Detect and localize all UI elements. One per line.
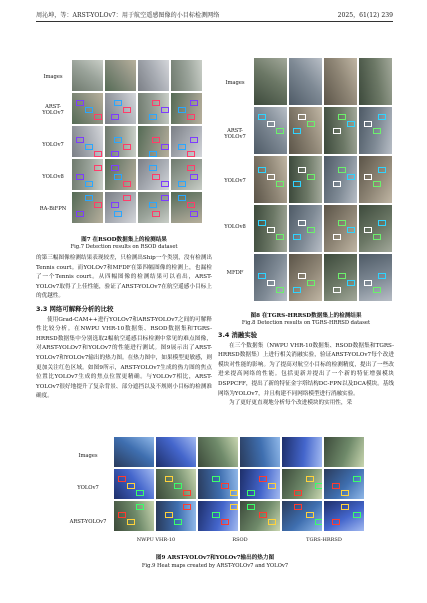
detection-box bbox=[123, 107, 131, 113]
detection-box bbox=[221, 483, 229, 489]
fig9-col-label: NWPU VHR-10 bbox=[136, 537, 176, 543]
result-image-tile bbox=[324, 254, 357, 301]
fig9-row-label: ARST-YOLOv7 bbox=[69, 519, 107, 525]
detection-box bbox=[306, 476, 314, 482]
result-image-tile bbox=[254, 107, 287, 154]
detection-box bbox=[212, 476, 220, 482]
fig7-caption-en: Fig.7 Detection results on RSOD dataset bbox=[70, 244, 178, 250]
detection-box bbox=[178, 144, 186, 150]
detection-box bbox=[267, 227, 275, 233]
result-image-tile bbox=[359, 254, 392, 301]
result-image-tile bbox=[324, 469, 364, 499]
fig8-row-label: ARST-YOLOv7 bbox=[224, 128, 246, 140]
result-image-tile bbox=[171, 159, 202, 190]
result-image-tile bbox=[282, 437, 322, 467]
detection-box bbox=[294, 504, 302, 510]
detection-box bbox=[94, 165, 102, 171]
detection-box bbox=[341, 504, 349, 510]
paragraph: 为了更好更直观地分析每个改进模块的实用性，采 bbox=[229, 400, 353, 407]
detection-box bbox=[333, 128, 341, 134]
result-image-tile bbox=[289, 205, 322, 252]
right-column bbox=[218, 328, 394, 409]
detection-box bbox=[149, 165, 157, 171]
detection-box bbox=[332, 519, 340, 525]
result-image-tile bbox=[240, 501, 280, 531]
detection-box bbox=[258, 114, 266, 120]
fig9-row-label: Images bbox=[78, 453, 98, 459]
fig8-row-label: YOLOv8 bbox=[224, 224, 246, 230]
detection-box bbox=[267, 121, 275, 127]
result-image-tile bbox=[324, 156, 357, 203]
detection-box bbox=[259, 512, 267, 518]
detection-box bbox=[111, 165, 119, 171]
result-image-tile bbox=[240, 469, 280, 499]
detection-box bbox=[85, 181, 93, 187]
section-heading: 3.4 消融实验 bbox=[218, 331, 258, 339]
result-image-tile bbox=[359, 58, 392, 105]
detection-box bbox=[76, 100, 84, 106]
result-image-tile bbox=[198, 469, 238, 499]
detection-box bbox=[298, 220, 306, 226]
detection-box bbox=[230, 490, 238, 496]
detection-box bbox=[190, 137, 198, 143]
detection-box bbox=[268, 483, 276, 489]
result-image-tile bbox=[254, 58, 287, 105]
detection-box bbox=[152, 137, 160, 143]
result-image-tile bbox=[105, 126, 136, 157]
detection-box bbox=[187, 114, 195, 120]
running-header-page: 2025，61(12) 239 bbox=[337, 12, 393, 19]
result-image-tile bbox=[72, 126, 103, 157]
result-image-tile bbox=[324, 58, 357, 105]
fig8-caption-en: Fig.8 Detection results on TGRS-HRRSD dataset bbox=[241, 320, 371, 326]
running-header-title: 周沁坤，等：ARST-YOLOv7：用于航空遥感图像的小目标检测网络 bbox=[36, 12, 220, 19]
detection-box bbox=[347, 227, 355, 233]
detection-box bbox=[149, 202, 157, 208]
detection-box bbox=[347, 280, 355, 286]
detection-box bbox=[298, 114, 306, 120]
result-image-tile bbox=[105, 60, 136, 91]
detection-box bbox=[338, 220, 346, 226]
detection-box bbox=[190, 211, 198, 217]
detection-box bbox=[315, 519, 322, 525]
detection-box bbox=[123, 144, 131, 150]
detection-box bbox=[293, 181, 301, 187]
detection-box bbox=[307, 227, 315, 233]
detection-box bbox=[221, 519, 229, 525]
detection-box bbox=[373, 128, 381, 134]
detection-box bbox=[174, 519, 182, 525]
detection-box bbox=[267, 174, 275, 180]
result-image-tile bbox=[359, 205, 392, 252]
fig9-caption-zh: 图9 ARST-YOLOv7和YOLOv7输出的热力图 bbox=[155, 555, 275, 561]
result-image-tile bbox=[254, 254, 287, 301]
detection-box bbox=[276, 234, 284, 240]
result-image-tile bbox=[105, 159, 136, 190]
section-heading: 3.3 网络可解释分析的比较 bbox=[36, 304, 114, 313]
detection-box bbox=[293, 128, 301, 134]
detection-box bbox=[373, 234, 381, 240]
detection-box bbox=[76, 211, 84, 217]
detection-box bbox=[152, 211, 160, 217]
detection-box bbox=[127, 519, 135, 525]
detection-box bbox=[294, 490, 302, 496]
header-rule bbox=[36, 21, 393, 22]
detection-box bbox=[190, 100, 198, 106]
detection-box bbox=[276, 287, 284, 293]
result-image-tile bbox=[240, 437, 280, 467]
detection-box bbox=[114, 174, 122, 180]
detection-box bbox=[338, 167, 346, 173]
detection-box bbox=[149, 151, 157, 157]
result-image-tile bbox=[114, 501, 154, 531]
detection-box bbox=[364, 227, 372, 233]
result-image-tile bbox=[254, 156, 287, 203]
detection-box bbox=[187, 165, 195, 171]
detection-box bbox=[111, 114, 119, 120]
detection-box bbox=[94, 114, 102, 120]
detection-box bbox=[307, 121, 315, 127]
detection-box bbox=[347, 174, 355, 180]
fig8-caption-zh: 图8 在TGRS-HRRSD数据集上的检测结果 bbox=[250, 313, 362, 319]
detection-box bbox=[149, 114, 157, 120]
result-image-tile bbox=[289, 58, 322, 105]
fig7-row-label: Images bbox=[43, 74, 63, 80]
result-image-tile bbox=[72, 60, 103, 91]
fig9-caption-en: Fig.9 Heat maps created by ARST-YOLOv7 and YOLOv7 bbox=[141, 563, 289, 569]
detection-box bbox=[247, 490, 255, 496]
figure-8 bbox=[218, 58, 394, 308]
fig7-row-label: RA-BiFPN bbox=[39, 206, 67, 212]
detection-box bbox=[353, 512, 361, 518]
result-image-tile bbox=[198, 437, 238, 467]
fig8-row-label: MFDF bbox=[226, 270, 244, 276]
detection-box bbox=[118, 512, 126, 518]
detection-box bbox=[94, 151, 102, 157]
detection-box bbox=[332, 483, 340, 489]
result-image-tile bbox=[138, 60, 169, 91]
result-image-tile bbox=[156, 437, 196, 467]
detection-box bbox=[258, 273, 266, 279]
detection-box bbox=[161, 107, 169, 113]
detection-box bbox=[276, 181, 284, 187]
paragraph: 在三个数据集（NWPU VHR-10数据集、RSOD数据集和TGRS-HRRSD数据集）上进行相关消融实验，验证ARST-YOLOv7每个改进模块对性能的影响。为了提高对航空小目标的检测精度，提出了一些改进来提高网络的性能。包括更新并提出了一个新的特征增强模块DSPPCFF，提出了新的特征金字塔结构DC-FPN以及DCA模块。基线网络为YOLOv7，并且构建不同网络模型进行消融实验。 bbox=[218, 342, 394, 397]
detection-box bbox=[114, 137, 122, 143]
detection-box bbox=[127, 483, 135, 489]
detection-box bbox=[268, 519, 276, 525]
result-image-tile bbox=[72, 159, 103, 190]
detection-box bbox=[187, 151, 195, 157]
detection-box bbox=[307, 280, 315, 286]
detection-box bbox=[85, 107, 93, 113]
detection-box bbox=[373, 287, 381, 293]
result-image-tile bbox=[105, 192, 136, 223]
detection-box bbox=[247, 504, 255, 510]
detection-box bbox=[230, 504, 238, 510]
result-image-tile bbox=[171, 93, 202, 124]
result-image-tile bbox=[114, 469, 154, 499]
detection-box bbox=[161, 195, 169, 201]
detection-box bbox=[333, 181, 341, 187]
detection-box bbox=[259, 476, 267, 482]
detection-box bbox=[94, 202, 102, 208]
result-image-tile bbox=[324, 501, 364, 531]
result-image-tile bbox=[324, 107, 357, 154]
detection-box bbox=[165, 476, 173, 482]
fig8-row-label: Images bbox=[225, 80, 245, 86]
detection-box bbox=[212, 512, 220, 518]
result-image-tile bbox=[171, 192, 202, 223]
detection-box bbox=[178, 107, 186, 113]
detection-box bbox=[136, 504, 144, 510]
detection-box bbox=[165, 512, 173, 518]
result-image-tile bbox=[138, 159, 169, 190]
fig9-col-label: RSOD bbox=[232, 537, 248, 543]
detection-box bbox=[152, 174, 160, 180]
result-image-tile bbox=[105, 93, 136, 124]
detection-box bbox=[378, 114, 386, 120]
detection-box bbox=[114, 100, 122, 106]
result-image-tile bbox=[114, 437, 154, 467]
detection-box bbox=[333, 287, 341, 293]
fig7-caption-zh: 图7 在RSOD数据集上的检测结果 bbox=[81, 237, 167, 243]
paragraph: 的第三幅图像检测结果表现较差，只检测出Ship一个类别，没有检测出Tennis court。而YOLOv7和MFDF在第四幅图像的检测上，也漏检了一个Tennis court。从四幅图像的检测结果可以看出，ARST-YOLOv7取得了上佳性能，验证了ARST-YOLOv7在航空遥感小目标上的优越性。 bbox=[36, 255, 212, 300]
detection-box bbox=[187, 202, 195, 208]
detection-box bbox=[123, 195, 131, 201]
result-image-tile bbox=[138, 93, 169, 124]
result-image-tile bbox=[359, 107, 392, 154]
detection-box bbox=[306, 512, 314, 518]
detection-box bbox=[111, 151, 119, 157]
detection-box bbox=[341, 490, 349, 496]
result-image-tile bbox=[289, 156, 322, 203]
detection-box bbox=[183, 490, 191, 496]
detection-box bbox=[364, 174, 372, 180]
detection-box bbox=[293, 234, 301, 240]
result-image-tile bbox=[156, 469, 196, 499]
detection-box bbox=[333, 234, 341, 240]
detection-box bbox=[114, 211, 122, 217]
detection-box bbox=[373, 181, 381, 187]
detection-box bbox=[298, 273, 306, 279]
detection-box bbox=[258, 167, 266, 173]
detection-box bbox=[378, 167, 386, 173]
fig7-row-label: YOLOv7 bbox=[42, 142, 64, 148]
result-image-tile bbox=[289, 107, 322, 154]
figure-7 bbox=[36, 60, 206, 230]
detection-box bbox=[178, 181, 186, 187]
detection-box bbox=[293, 287, 301, 293]
result-image-tile bbox=[282, 501, 322, 531]
result-image-tile bbox=[171, 126, 202, 157]
result-image-tile bbox=[324, 437, 364, 467]
fig7-row-label: ARST-YOLOv7 bbox=[42, 104, 64, 116]
detection-box bbox=[136, 490, 144, 496]
detection-box bbox=[315, 483, 322, 489]
detection-box bbox=[364, 280, 372, 286]
detection-box bbox=[276, 128, 284, 134]
detection-box bbox=[174, 483, 182, 489]
detection-box bbox=[338, 114, 346, 120]
result-image-tile bbox=[282, 469, 322, 499]
detection-box bbox=[76, 174, 84, 180]
fig9-row-label: YOLOv7 bbox=[77, 485, 99, 491]
result-image-tile bbox=[138, 192, 169, 223]
result-image-tile bbox=[138, 126, 169, 157]
result-image-tile bbox=[359, 156, 392, 203]
detection-box bbox=[152, 100, 160, 106]
detection-box bbox=[378, 273, 386, 279]
detection-box bbox=[267, 280, 275, 286]
paragraph: 使用Grad-CAM++进行YOLOv7和ARST-YOLOv7之间的可解释性比较分析。在NWPU VHR-10数据集、RSOD数据集和TGRS-HRRSD数据集中分别选取2幅航空遥感目标检测中常见的难点图像，对ARST-YOLOv7和YOLOv7的性能进行测试。图9展示出了ARST-YOLOv7和YOLOv7输出的热力图。在热力图中，如果模型更敏感，则更加关注红色区域。如图9所示，ARST-YOLOv7生成的热力图的焦点位置比YOLOv7生成的焦点位置更精确。与YOLOv7相比，ARST-YOLOv7很好地提升了复杂背景、部分遮挡以及不规则小目标的检测准确度。 bbox=[36, 316, 212, 400]
result-image-tile bbox=[156, 501, 196, 531]
detection-box bbox=[378, 220, 386, 226]
detection-box bbox=[353, 476, 361, 482]
detection-box bbox=[111, 202, 119, 208]
figure-9 bbox=[66, 437, 366, 547]
detection-box bbox=[258, 220, 266, 226]
detection-box bbox=[123, 181, 131, 187]
detection-box bbox=[364, 121, 372, 127]
result-image-tile bbox=[171, 60, 202, 91]
detection-box bbox=[118, 476, 126, 482]
result-image-tile bbox=[254, 205, 287, 252]
detection-box bbox=[85, 195, 93, 201]
detection-box bbox=[298, 167, 306, 173]
detection-box bbox=[85, 144, 93, 150]
detection-box bbox=[183, 504, 191, 510]
detection-box bbox=[347, 121, 355, 127]
detection-box bbox=[76, 137, 84, 143]
left-column bbox=[36, 254, 212, 402]
result-image-tile bbox=[198, 501, 238, 531]
detection-box bbox=[178, 195, 186, 201]
detection-box bbox=[338, 273, 346, 279]
result-image-tile bbox=[72, 192, 103, 223]
detection-box bbox=[307, 174, 315, 180]
result-image-tile bbox=[324, 205, 357, 252]
result-image-tile bbox=[72, 93, 103, 124]
fig9-col-label: TGRS-HRRSD bbox=[306, 537, 342, 543]
result-image-tile bbox=[289, 254, 322, 301]
detection-box bbox=[190, 174, 198, 180]
fig8-row-label: YOLOv7 bbox=[224, 178, 246, 184]
detection-box bbox=[161, 144, 169, 150]
detection-box bbox=[161, 181, 169, 187]
fig7-row-label: YOLOv8 bbox=[42, 174, 64, 180]
